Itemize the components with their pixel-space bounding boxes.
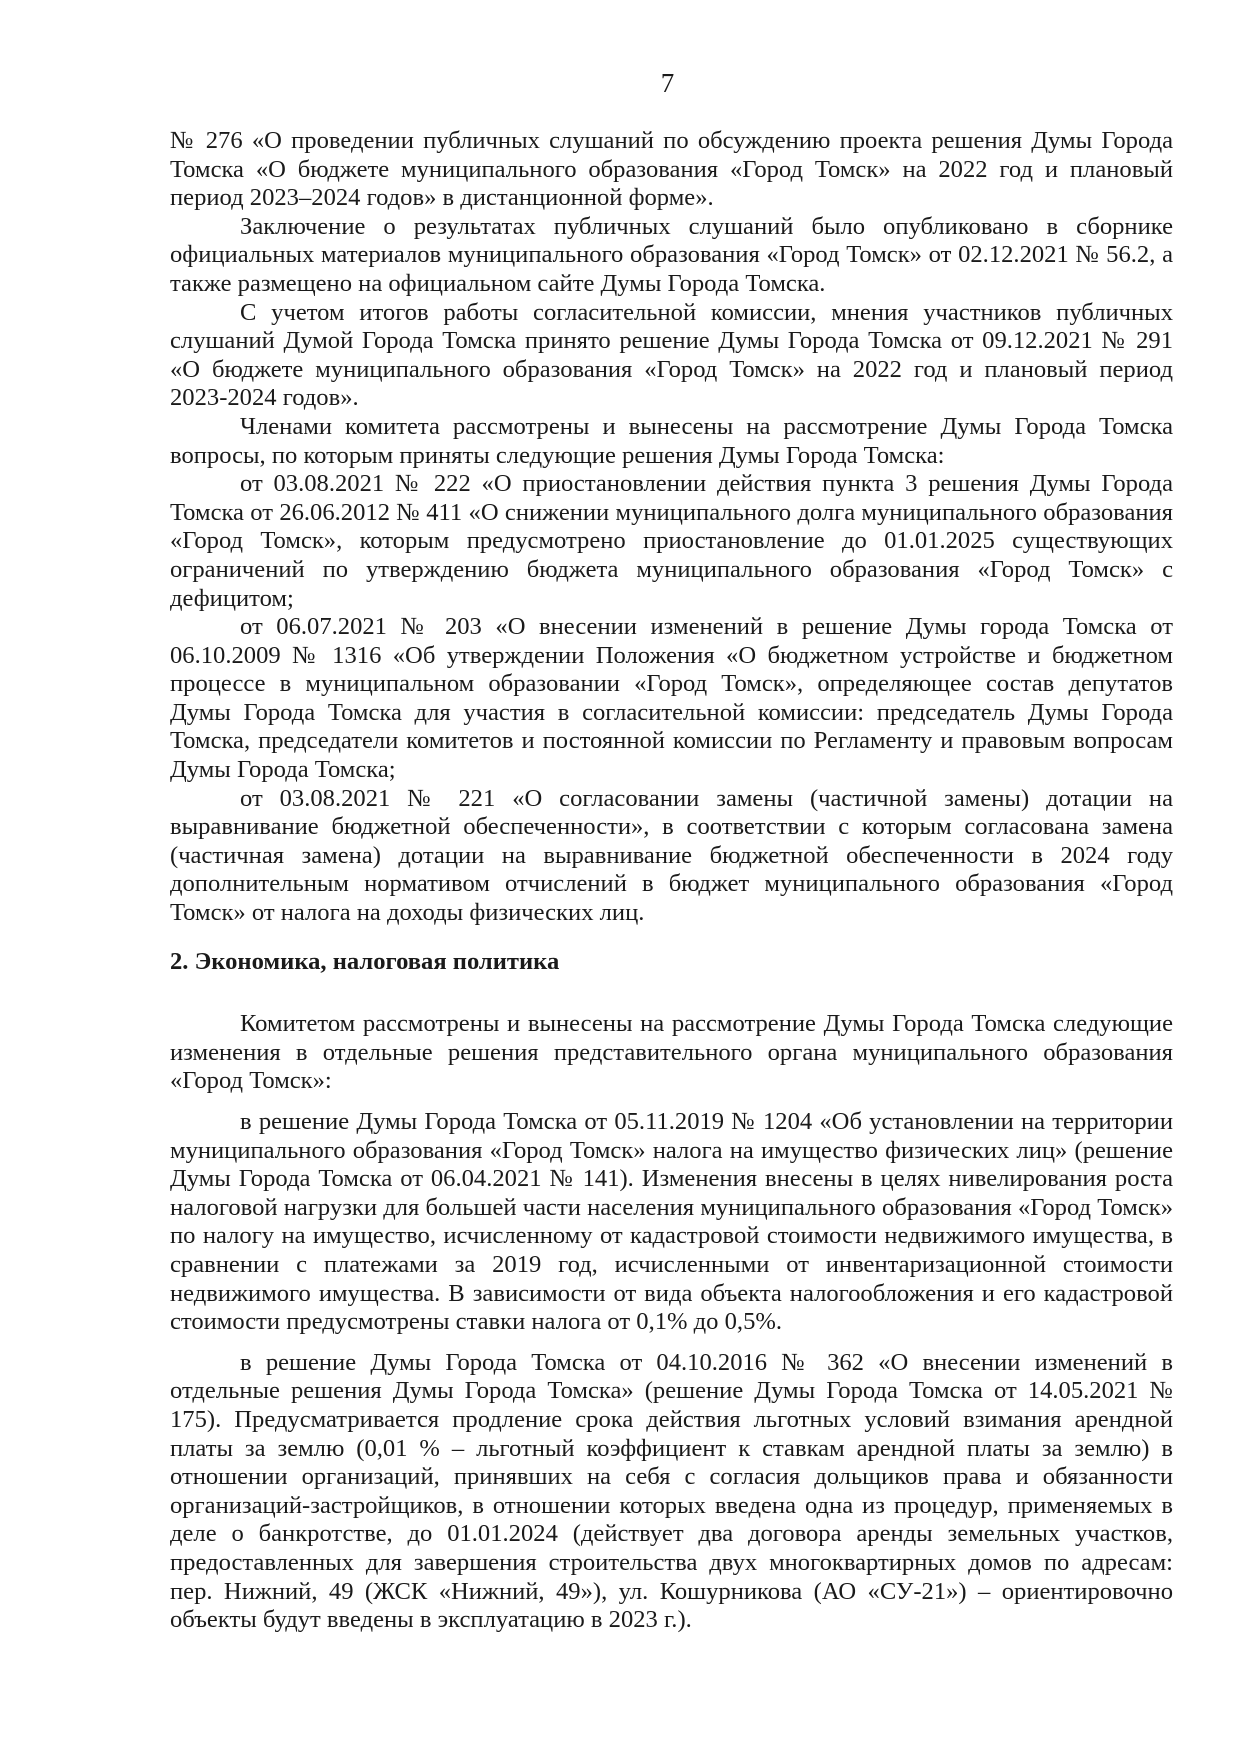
paragraph: Заключение о результатах публичных слушаний было опубликовано в сборнике официальных материалов муниципального образования «Город Томск» от 02.12.2021 № 56.2, а также размещено на официальном сайте Думы Города Томска. (170, 212, 1173, 297)
paragraph: в решение Думы Города Томска от 04.10.2016 № 362 «О внесении изменений в отдельные решения Думы Города Томска» (решение Думы Города Томска от 14.05.2021 № 175). Предусматривается продление срока действия льготных условий взимания арендной платы за землю (0,01 % – льготный коэффициент к ставкам арендной платы за землю) в отношении организаций, принявших на себя с согласия дольщиков права и обязанности организаций-застройщиков, в отношении которых введена одна из процедур, применяемых в деле о банкротстве, до 01.01.2024 (действует два договора аренды земельных участков, предоставленных для завершения строительства двух многоквартирных домов по адресам: пер. Нижний, 49 (ЖСК «Нижний, 49»), ул. Кошурникова (АО «СУ-21») – ориентировочно объекты будут введены в эксплуатацию в 2023 г.). (170, 1348, 1173, 1634)
document-body (170, 127, 1173, 1635)
paragraph: от 03.08.2021 № 221 «О согласовании замены (частичной замены) дотации на выравнивание бюджетной обеспеченности», в соответствии с которым согласована замена (частичная замена) дотации на выравнивание бюджетной обеспеченности в 2024 году дополнительным нормативом отчислений в бюджет муниципального образования «Город Томск» от налога на доходы физических лиц. (170, 784, 1173, 927)
paragraph: Членами комитета рассмотрены и вынесены на рассмотрение Думы Города Томска вопросы, по которым приняты следующие решения Думы Города Томска: (170, 412, 1173, 469)
page-number: 7 (660, 68, 675, 98)
paragraph: в решение Думы Города Томска от 05.11.2019 № 1204 «Об установлении на территории муниципального образования «Город Томск» налога на имущество физических лиц» (решение Думы Города Томска от 06.04.2021 № 141). Изменения внесены в целях нивелирования роста налоговой нагрузки для большей части населения муниципального образования «Город Томск» по налогу на имущество, исчисленному от кадастровой стоимости недвижимого имущества, в сравнении с платежами за 2019 год, исчисленными от инвентаризационной стоимости недвижимого имущества. В зависимости от вида объекта налогообложения и его кадастровой стоимости предусмотрены ставки налога от 0,1% до 0,5%. (170, 1108, 1173, 1336)
paragraph: от 03.08.2021 № 222 «О приостановлении действия пункта 3 решения Думы Города Томска от 26.06.2012 № 411 «О снижении муниципального долга муниципального образования «Город Томск», которым предусмотрено приостановление до 01.01.2025 существующих ограничений по утверждению бюджета муниципального образования «Город Томск» с дефицитом; (170, 470, 1173, 612)
paragraph: Комитетом рассмотрены и вынесены на рассмотрение Думы Города Томска следующие изменения в отдельные решения представительного органа муниципального образования «Город Томск»: (170, 1010, 1173, 1095)
section-heading: 2. Экономика, налоговая политика (170, 947, 560, 975)
paragraph: С учетом итогов работы согласительной комиссии, мнения участников публичных слушаний Думой Города Томска принято решение Думы Города Томска от 09.12.2021 № 291 «О бюджете муниципального образования «Город Томск» на 2022 год и плановый период 2023-2024 годов». (170, 298, 1173, 412)
paragraph: № 276 «О проведении публичных слушаний по обсуждению проекта решения Думы Города Томска «О бюджете муниципального образования «Город Томск» на 2022 год и плановый период 2023–2024 годов» в дистанционной форме». (170, 127, 1173, 212)
paragraph: от 06.07.2021 № 203 «О внесении изменений в решение Думы города Томска от 06.10.2009 № 1316 «Об утверждении Положения «О бюджетном устройстве и бюджетном процессе в муниципальном образовании «Город Томск», определяющее состав депутатов Думы Города Томска для участия в согласительной комиссии: председатель Думы Города Томска, председатели комитетов и постоянной комиссии по Регламенту и правовым вопросам Думы Города Томска; (170, 613, 1173, 784)
